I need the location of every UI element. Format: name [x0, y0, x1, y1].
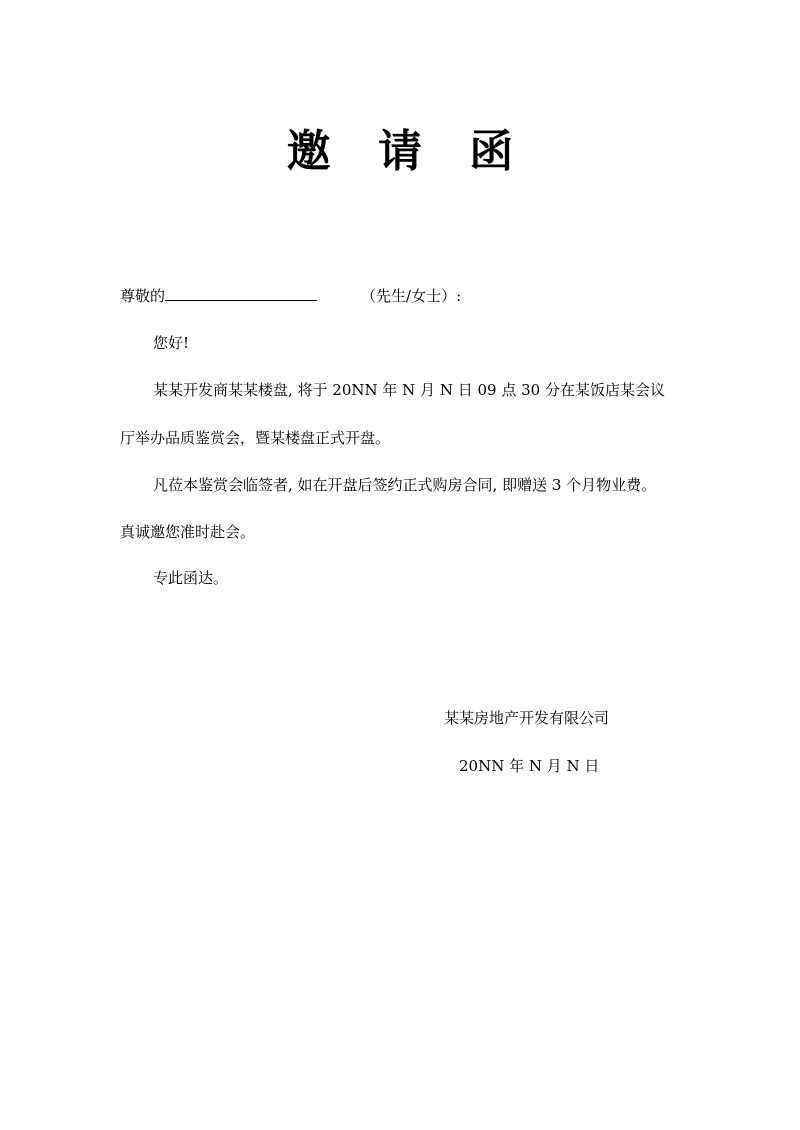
- salutation-prefix: 尊敬的: [120, 287, 166, 305]
- salutation-line: [120, 286, 461, 306]
- greeting: 您好!: [153, 334, 190, 352]
- recipient-name-blank: [165, 286, 317, 301]
- signature-date: 20NN 年 N 月 N 日: [459, 757, 600, 775]
- salutation-suffix: （先生/女士）:: [361, 287, 462, 305]
- paragraph-1-line-1: 某某开发商某某楼盘, 将于 20NN 年 N 月 N 日 09 点 30 分在某饭店某会议: [153, 381, 665, 399]
- paragraph-1-line-2: 厅举办品质鉴赏会，暨某楼盘正式开盘。: [120, 429, 391, 447]
- signature-company: 某某房地产开发有限公司: [444, 709, 610, 727]
- page-title: 邀 请 函: [286, 126, 530, 177]
- paragraph-2-line-1: 凡莅本鉴赏会临签者, 如在开盘后签约正式购房合同, 即赠送 3 个月物业费。: [153, 476, 657, 494]
- paragraph-2-line-2: 真诚邀您准时赴会。: [120, 523, 256, 541]
- closing-line: 专此函达。: [153, 569, 229, 587]
